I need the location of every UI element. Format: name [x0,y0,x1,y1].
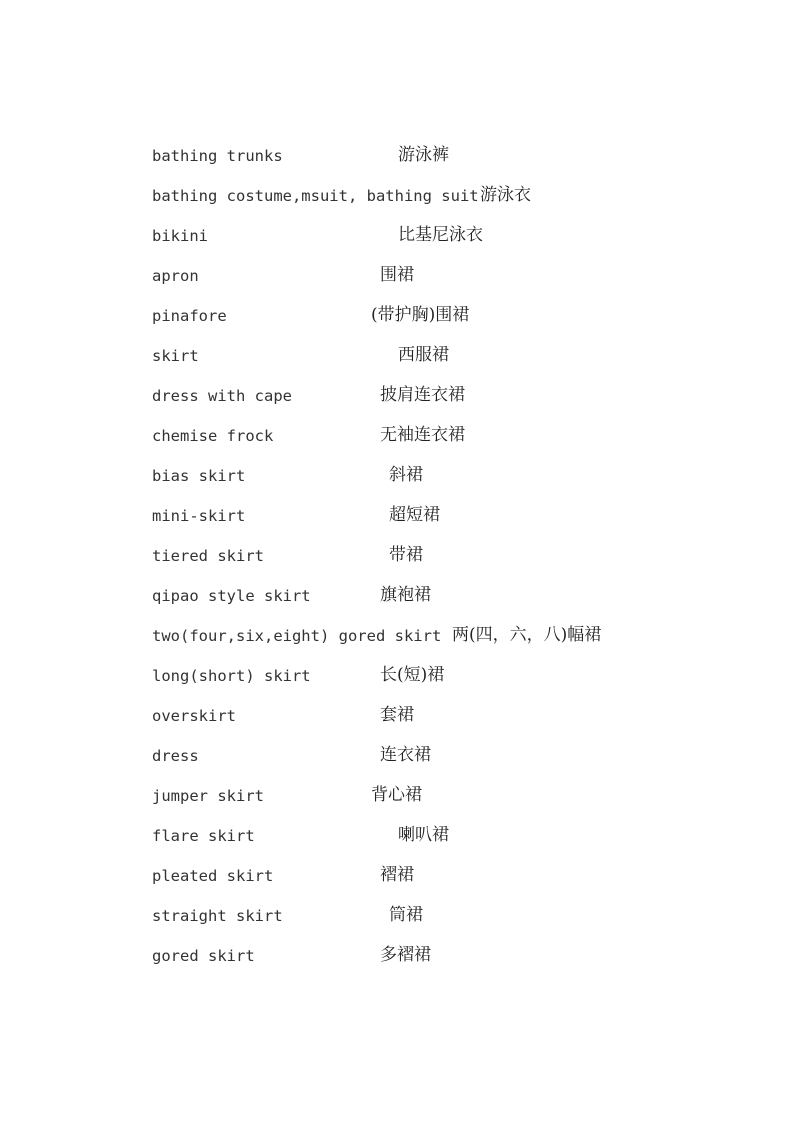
vocab-row [0,586,794,626]
vocab-row [0,706,794,746]
chinese-term: 筒裙 [389,905,423,925]
chinese-term: 西服裙 [398,345,449,365]
english-term: bathing costume,msuit, bathing suit [152,187,479,205]
chinese-term: 超短裙 [389,505,440,525]
chinese-term: 披肩连衣裙 [380,385,465,405]
english-term: pinafore [152,307,227,325]
vocab-row [0,626,794,666]
english-term: pleated skirt [152,867,274,885]
chinese-term: 多褶裙 [380,945,431,965]
chinese-term: 两(四，六，八)幅裙 [452,625,602,645]
vocab-row [0,386,794,426]
english-term: tiered skirt [152,547,264,565]
english-term: overskirt [152,707,236,725]
english-term: bikini [152,227,208,245]
english-term: skirt [152,347,199,365]
english-term: dress [152,747,199,765]
chinese-term: 无袖连衣裙 [380,425,465,445]
vocab-row [0,466,794,506]
vocab-row [0,946,794,986]
vocab-row [0,186,794,226]
vocab-row [0,226,794,266]
english-term: bathing trunks [152,147,283,165]
chinese-term: 长(短)裙 [380,665,445,685]
chinese-term: 旗袍裙 [380,585,431,605]
vocab-row [0,306,794,346]
chinese-term: (带护胸)围裙 [371,305,470,325]
chinese-term: 背心裙 [371,785,422,805]
english-term: straight skirt [152,907,283,925]
chinese-term: 游泳裤 [398,145,449,165]
chinese-term: 褶裙 [380,865,414,885]
vocab-row [0,546,794,586]
vocab-row [0,826,794,866]
english-term: gored skirt [152,947,255,965]
vocab-row [0,906,794,946]
vocab-row [0,146,794,186]
chinese-term: 喇叭裙 [398,825,449,845]
vocab-row [0,866,794,906]
english-term: jumper skirt [152,787,264,805]
chinese-term: 套裙 [380,705,414,725]
vocab-row [0,746,794,786]
english-term: long(short) skirt [152,667,311,685]
english-term: chemise frock [152,427,274,445]
vocab-row [0,786,794,826]
english-term: flare skirt [152,827,255,845]
chinese-term: 比基尼泳衣 [398,225,483,245]
vocab-row [0,506,794,546]
chinese-term: 连衣裙 [380,745,431,765]
english-term: dress with cape [152,387,292,405]
chinese-term: 围裙 [380,265,414,285]
vocab-row [0,666,794,706]
vocab-row [0,426,794,466]
vocab-row [0,266,794,306]
english-term: two(four,six,eight) gored skirt [152,627,442,645]
english-term: mini-skirt [152,507,246,525]
vocab-row [0,346,794,386]
chinese-term: 游泳衣 [480,185,531,205]
chinese-term: 带裙 [389,545,423,565]
english-term: apron [152,267,199,285]
english-term: bias skirt [152,467,246,485]
chinese-term: 斜裙 [389,465,423,485]
english-term: qipao style skirt [152,587,311,605]
